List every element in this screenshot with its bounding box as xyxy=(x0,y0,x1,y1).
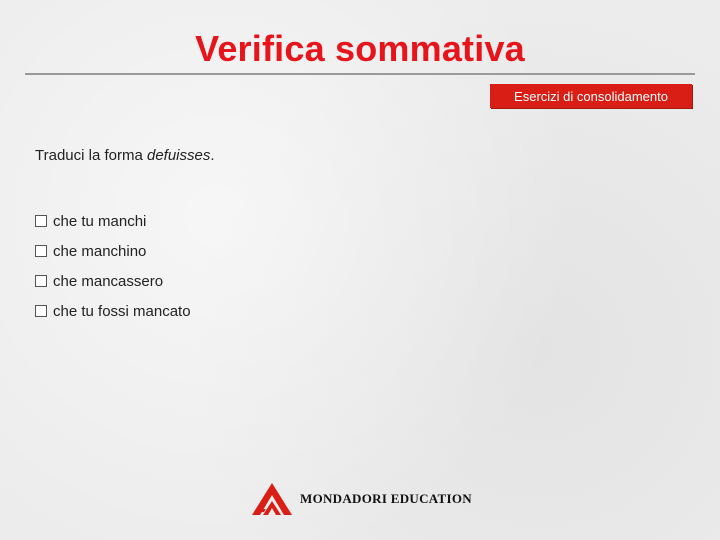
mondadori-logo-icon xyxy=(250,482,294,516)
answer-option[interactable] xyxy=(35,240,191,262)
answer-option[interactable] xyxy=(35,300,191,322)
checkbox-icon[interactable] xyxy=(35,215,47,227)
checkbox-icon[interactable] xyxy=(35,245,47,257)
checkbox-icon[interactable] xyxy=(35,305,47,317)
answer-option-label: che tu manchi xyxy=(53,212,147,230)
question-suffix: . xyxy=(210,147,215,164)
title-divider xyxy=(25,73,695,75)
publisher-logo xyxy=(250,482,472,516)
answer-option-label: che tu fossi mancato xyxy=(53,302,191,320)
checkbox-icon[interactable] xyxy=(35,275,47,287)
question-prefix: Traduci la forma xyxy=(35,147,147,164)
question-word: defuisses xyxy=(146,147,211,164)
publisher-name: MONDADORI EDUCATION xyxy=(300,491,472,506)
section-badge: Esercizi di consolidamento xyxy=(490,84,692,108)
answer-option-label: che manchino xyxy=(53,242,147,260)
page-title: Verifica sommativa xyxy=(195,28,525,69)
answer-option[interactable] xyxy=(35,210,191,232)
answer-options xyxy=(35,210,191,330)
answer-option[interactable] xyxy=(35,270,191,292)
question-text xyxy=(35,147,215,164)
answer-option-label: che mancassero xyxy=(53,272,164,290)
